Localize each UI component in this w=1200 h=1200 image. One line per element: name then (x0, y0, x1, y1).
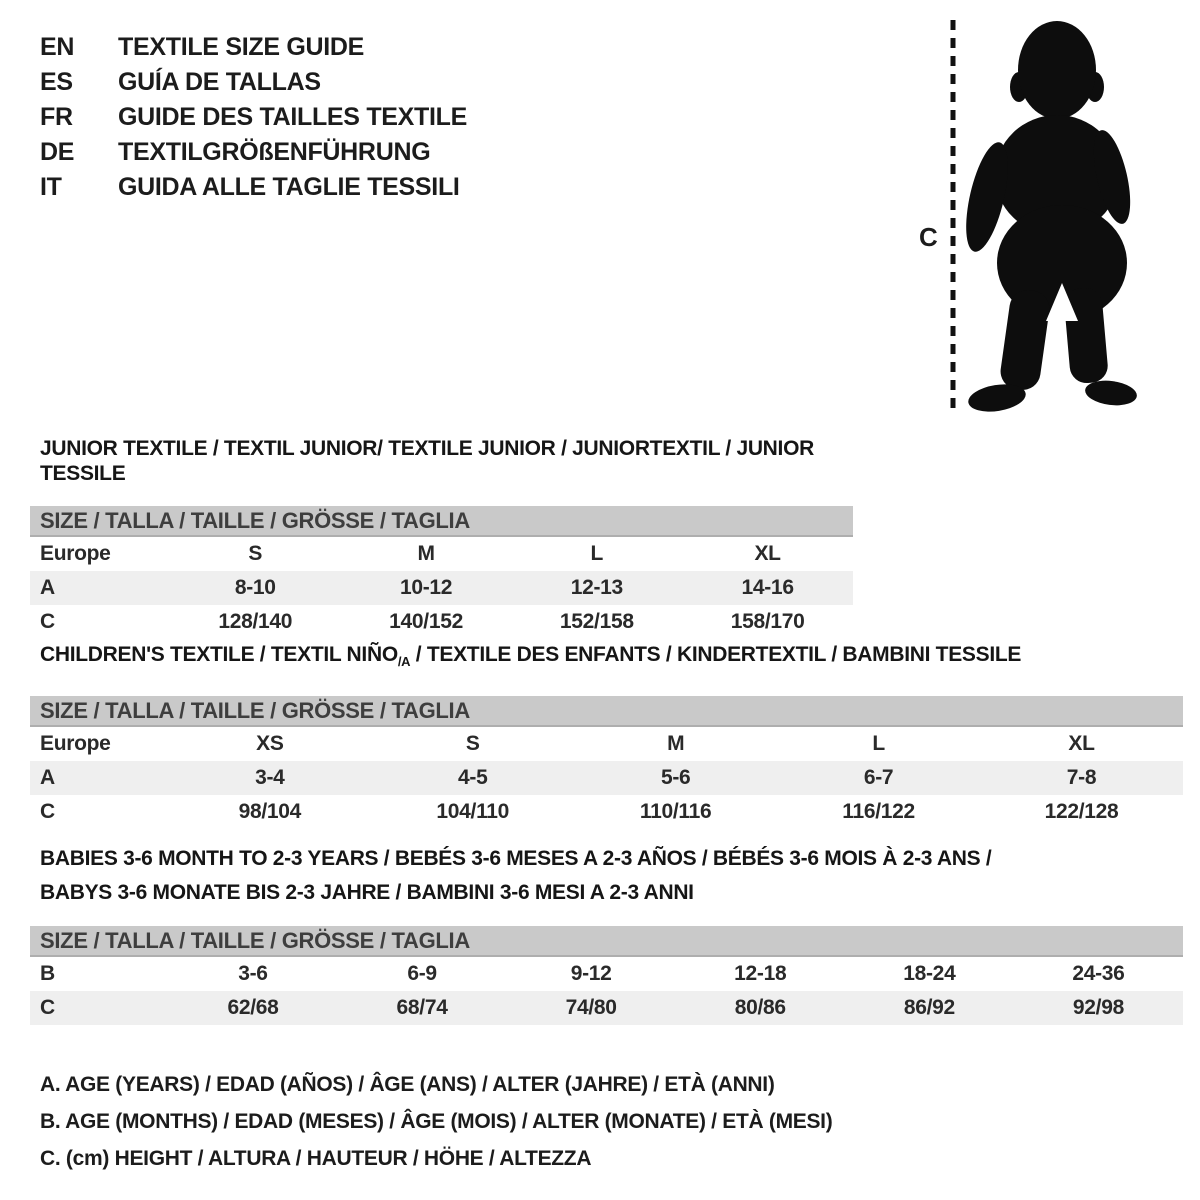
row-label: C (40, 610, 55, 633)
babies-size-header-bar: SIZE / TALLA / TAILLE / GRÖSSE / TAGLIA (30, 926, 1183, 957)
size-cell: 14-16 (741, 576, 794, 599)
size-cell: XL (1068, 732, 1095, 756)
size-cell: 7-8 (1066, 766, 1097, 790)
size-cell: 74/80 (565, 996, 617, 1019)
table-row (30, 537, 853, 571)
junior-size-header-bar: SIZE / TALLA / TAILLE / GRÖSSE / TAGLIA (30, 506, 853, 537)
size-cell: 10-12 (399, 576, 453, 599)
lang-code: IT (40, 173, 62, 201)
junior-section-title: JUNIOR TEXTILE / TEXTIL JUNIOR/ TEXTILE JUNIOR / JUNIORTEXTIL / JUNIOR TESSILE (40, 437, 814, 485)
junior-size-table (30, 537, 853, 639)
size-cell: XL (754, 542, 781, 565)
size-cell: L (590, 542, 604, 565)
table-row (30, 991, 1183, 1025)
legend-height-cm: C. (cm) HEIGHT / ALTURA / HAUTEUR / HÖHE / ALTEZZA (40, 1147, 592, 1170)
lang-row-it (40, 170, 467, 205)
size-cell: 86/92 (903, 996, 955, 1019)
row-label: A (40, 766, 55, 790)
size-cell: 98/104 (238, 800, 302, 824)
size-cell: 152/158 (559, 610, 634, 633)
row-label: Europe (40, 542, 111, 565)
size-cell: 24-36 (1072, 962, 1125, 985)
lang-code: FR (40, 103, 73, 131)
row-label: C (40, 800, 55, 824)
children-title-post: / TEXTILE DES ENFANTS / KINDERTEXTIL / BAMBINI TESSILE (410, 643, 1022, 666)
size-cell: 110/116 (639, 800, 712, 824)
size-cell: 5-6 (660, 766, 691, 790)
table-row (30, 727, 1183, 761)
guide-title-it: GUIDA ALLE TAGLIE TESSILI (118, 173, 460, 201)
legend-age-years: A. AGE (YEARS) / EDAD (AÑOS) / ÂGE (ANS) / ALTER (JAHRE) / ETÀ (ANNI) (40, 1073, 775, 1096)
guide-title-fr: GUIDE DES TAILLES TEXTILE (118, 103, 468, 131)
children-size-header-bar: SIZE / TALLA / TAILLE / GRÖSSE / TAGLIA (30, 696, 1183, 727)
size-cell: 3-6 (238, 962, 268, 985)
lang-row-en (40, 30, 467, 65)
size-cell: 6-7 (863, 766, 894, 790)
size-cell: 18-24 (903, 962, 956, 985)
size-cell: 68/74 (396, 996, 448, 1019)
row-label: A (40, 576, 55, 599)
size-cell: 104/110 (436, 800, 510, 824)
row-label: Europe (40, 732, 111, 756)
size-cell: S (248, 542, 263, 565)
children-textile-section (30, 642, 1183, 829)
size-cell: 12-18 (734, 962, 787, 985)
size-cell: 80/86 (734, 996, 786, 1019)
babies-title-line2: BABYS 3-6 MONATE BIS 2-3 JAHRE / BAMBINI 3-6 MESI A 2-3 ANNI (40, 881, 694, 904)
size-cell: S (465, 732, 480, 756)
babies-section-title (40, 842, 1183, 910)
children-title-sub: /A (397, 654, 411, 670)
row-label: C (40, 996, 55, 1019)
guide-title-es: GUÍA DE TALLAS (118, 68, 321, 96)
measure-c-label: C (919, 222, 938, 252)
table-row (30, 957, 1183, 991)
toddler-silhouette (958, 21, 1138, 415)
size-cell: 140/152 (389, 610, 463, 633)
size-cell: 92/98 (1072, 996, 1124, 1019)
babies-title-line1: BABIES 3-6 MONTH TO 2-3 YEARS / BEBÉS 3-6 MESES A 2-3 AÑOS / BÉBÉS 3-6 MOIS À 2-3 ANS / (40, 847, 992, 870)
junior-textile-section (30, 436, 853, 639)
lang-code: ES (40, 68, 73, 96)
children-title-pre: CHILDREN'S TEXTILE / TEXTIL NIÑO (40, 643, 398, 666)
children-size-table (30, 727, 1183, 829)
size-cell: 4-5 (458, 766, 488, 790)
size-cell: 122/128 (1044, 800, 1119, 824)
table-row (30, 761, 1183, 795)
size-cell: 12-13 (570, 576, 623, 599)
size-cell: 3-4 (255, 766, 285, 790)
size-cell: M (417, 542, 435, 565)
babies-size-table (30, 957, 1183, 1025)
babies-textile-section (30, 842, 1183, 1025)
lang-code: EN (40, 33, 75, 61)
size-cell: 158/170 (730, 610, 805, 633)
lang-row-es (40, 65, 467, 100)
size-cell: 9-12 (570, 962, 612, 985)
row-label: B (40, 962, 55, 985)
legend-age-months: B. AGE (MONTHS) / EDAD (MESES) / ÂGE (MOIS) / ALTER (MONATE) / ETÀ (MESI) (40, 1110, 833, 1133)
size-cell: L (872, 732, 885, 756)
size-cell: XS (256, 732, 284, 756)
size-cell: 116/122 (842, 800, 915, 824)
lang-row-de (40, 135, 467, 170)
lang-row-fr (40, 100, 467, 135)
table-row (30, 795, 1183, 829)
guide-title-de: TEXTILGRÖßENFÜHRUNG (118, 138, 431, 166)
language-title-list (40, 30, 467, 205)
toddler-silhouette-icon (905, 15, 1165, 420)
size-cell: 6-9 (407, 962, 437, 985)
table-row (30, 571, 853, 605)
height-measure-figure (905, 15, 1165, 420)
table-row (30, 605, 853, 639)
size-cell: 62/68 (227, 996, 279, 1019)
size-cell: M (667, 732, 685, 756)
lang-code: DE (40, 138, 75, 166)
children-section-title (40, 642, 1183, 674)
size-cell: 8-10 (234, 576, 276, 599)
measurement-legend (40, 1066, 832, 1177)
size-cell: 128/140 (218, 610, 293, 633)
guide-title-en: TEXTILE SIZE GUIDE (118, 33, 365, 61)
